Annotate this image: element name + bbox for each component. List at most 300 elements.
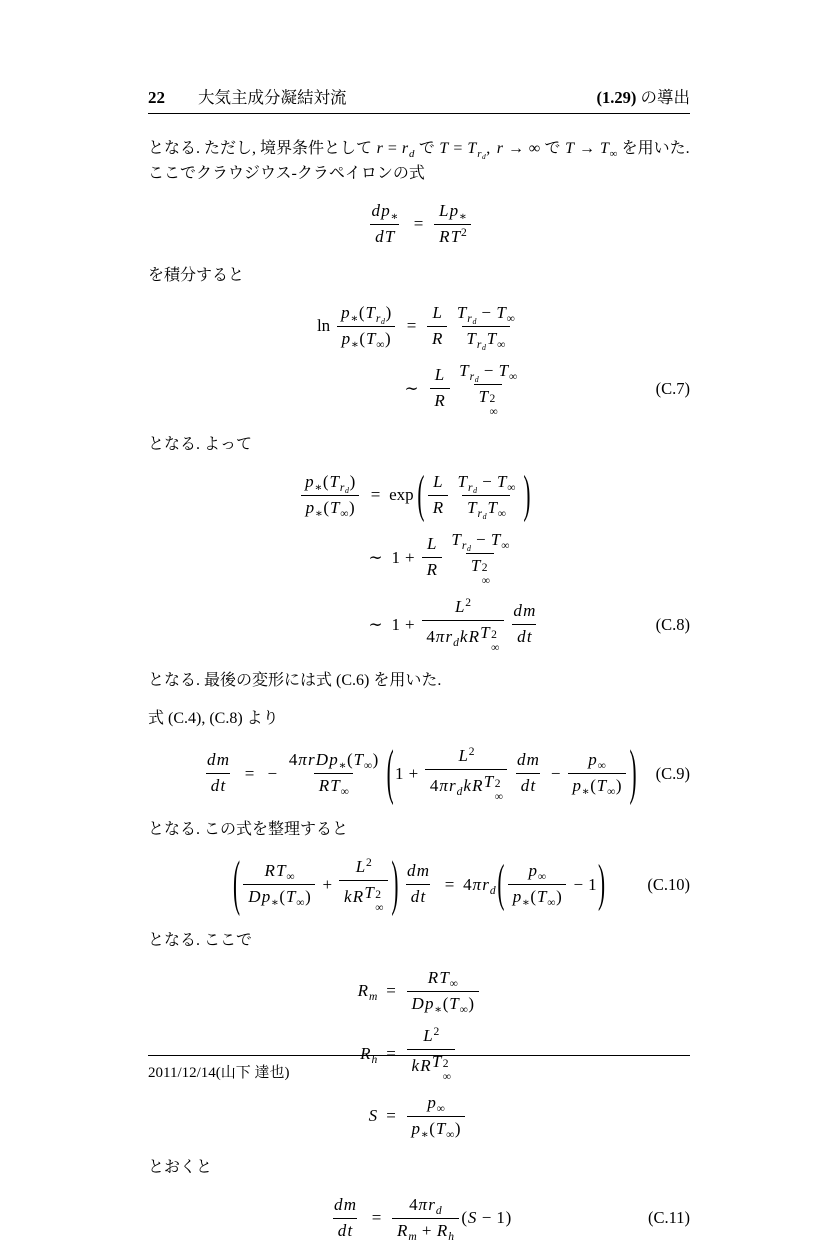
math-operator: = — [453, 140, 463, 157]
math-variable: p — [427, 1092, 436, 1112]
running-head-right-text: の導出 — [636, 88, 690, 107]
math-roman: 2 — [481, 560, 488, 574]
math-variable: T — [329, 497, 340, 517]
math-variable: L — [355, 856, 366, 876]
equation-line — [148, 464, 690, 524]
subsup-group — [470, 555, 490, 587]
math-operator: → — [578, 140, 595, 157]
math-variable: t — [530, 776, 536, 796]
math-roman: ) — [454, 1118, 461, 1138]
equation-lhs — [297, 470, 362, 521]
subsup-group — [478, 386, 498, 418]
math-roman: ( — [429, 1118, 435, 1138]
math-variable: T — [276, 861, 286, 881]
subscript-group — [482, 875, 496, 895]
subscript-group — [498, 360, 517, 383]
subscript — [507, 482, 516, 494]
subscript — [461, 540, 471, 552]
math-variable: d — [482, 343, 486, 353]
math-variable: T — [470, 555, 481, 575]
math-roman: 2 — [491, 627, 497, 641]
subscript-group — [459, 360, 479, 383]
math-roman: ln — [316, 316, 331, 336]
subscript-group — [599, 136, 617, 161]
math-variable: T — [459, 360, 469, 380]
math-variable: r — [339, 480, 345, 494]
numerator — [454, 359, 521, 384]
numerator — [447, 528, 514, 553]
math-variable: d — [210, 776, 220, 796]
math-variable: T — [565, 140, 574, 157]
fraction — [422, 595, 504, 655]
math-variable: L — [433, 471, 443, 491]
math-variable: T — [467, 140, 477, 157]
math-operator: − — [481, 302, 491, 322]
math-operator: = — [387, 140, 397, 157]
superscript — [465, 597, 471, 609]
denominator — [333, 1218, 357, 1244]
math-variable: T — [537, 887, 547, 907]
subscript — [375, 902, 384, 914]
math-operator: − — [267, 763, 278, 783]
fraction — [454, 359, 521, 419]
denominator — [466, 553, 495, 588]
math-variable: p — [449, 201, 459, 220]
equation-rhs — [404, 1091, 481, 1142]
math-roman: ∗ — [420, 1127, 429, 1141]
equation-rhs — [427, 359, 524, 419]
subsup-stack — [494, 778, 503, 803]
math-variable: S — [467, 1208, 477, 1228]
subscript-group — [457, 471, 477, 494]
subscript — [376, 339, 385, 351]
math-variable: T — [490, 529, 501, 549]
math-variable: R — [318, 776, 330, 796]
equation-lhs — [199, 748, 236, 799]
math-variable: r — [461, 538, 467, 552]
math-roman: ∞ — [286, 870, 295, 884]
subscript-group — [285, 886, 304, 909]
denominator — [422, 620, 504, 655]
math-roman: ∞ — [609, 147, 618, 160]
fraction — [339, 855, 388, 915]
math-roman: 1 — [391, 547, 400, 567]
superscript — [469, 746, 475, 758]
subscript-group — [357, 981, 378, 1004]
fraction — [402, 859, 434, 910]
equation-line — [148, 528, 690, 588]
math-roman: 4 — [426, 627, 435, 647]
denominator — [339, 880, 388, 915]
numerator — [512, 748, 544, 773]
math-operator: − — [573, 874, 584, 894]
equation-relation: ∼ — [368, 547, 383, 567]
math-variable: p — [305, 471, 314, 491]
math-variable: r — [376, 140, 383, 157]
equation-tag: (C.8) — [655, 614, 690, 634]
equation-lhs — [364, 199, 405, 250]
math-roman: ∗ — [350, 337, 359, 351]
denominator — [474, 384, 503, 419]
math-variable: d — [453, 636, 459, 650]
subscript-group — [376, 313, 386, 325]
fraction — [568, 748, 626, 799]
subscript — [509, 371, 518, 383]
math-roman: ∞ — [508, 369, 518, 383]
math-variable: T — [498, 360, 509, 380]
subscript — [436, 1103, 445, 1115]
math-roman: ∞ — [340, 506, 349, 520]
math-variable: T — [483, 771, 494, 791]
math-roman: ) — [505, 1208, 512, 1228]
subscript — [345, 487, 349, 495]
math-variable: R — [426, 560, 437, 580]
subscript — [547, 897, 556, 909]
math-roman: ∞ — [296, 896, 305, 910]
math-variable: d — [345, 486, 349, 496]
equation-relation: = — [371, 1208, 382, 1228]
math-roman: ∞ — [597, 759, 606, 773]
math-variable: L — [458, 745, 468, 765]
subscript — [482, 153, 486, 160]
subscript — [467, 545, 471, 553]
math-roman: ) — [468, 993, 475, 1013]
text-run: とおくと — [148, 1158, 213, 1176]
subscript — [501, 540, 510, 552]
paragraph-rearrange — [148, 817, 690, 842]
equation-relation: = — [386, 981, 396, 1001]
math-roman: ∞ — [497, 506, 506, 520]
subscript-group — [476, 339, 486, 351]
equation-line — [148, 737, 690, 807]
math-variable: T — [600, 140, 609, 157]
math-roman: ( — [279, 887, 286, 907]
math-variable: r — [467, 311, 472, 325]
text-run: を積分すると — [148, 266, 245, 284]
math-variable: T — [449, 993, 459, 1013]
math-variable: p — [261, 887, 271, 907]
numerator — [453, 470, 520, 495]
numerator — [428, 301, 447, 326]
math-variable: L — [439, 201, 449, 220]
equation-relation: ∼ — [404, 378, 419, 398]
subscript — [453, 637, 460, 649]
equation-rhs — [390, 1193, 512, 1244]
math-variable: p — [411, 1118, 421, 1138]
equation-relation: = — [370, 485, 381, 505]
math-variable: d — [482, 512, 487, 522]
numerator — [300, 470, 360, 495]
fraction — [284, 748, 383, 799]
subscript — [351, 339, 359, 351]
math-roman: ∞ — [449, 976, 458, 990]
math-variable: T — [457, 471, 467, 491]
numerator — [284, 748, 383, 773]
math-roman: ) — [385, 328, 391, 348]
superscript-group — [458, 745, 475, 768]
equation-rhs — [391, 595, 543, 655]
numerator — [202, 748, 234, 773]
math-variable: R — [427, 967, 439, 987]
subscript — [408, 1231, 417, 1243]
subscript-group — [466, 328, 486, 351]
subscript — [506, 313, 515, 325]
math-variable: π — [472, 874, 482, 894]
math-variable: D — [315, 750, 329, 770]
denominator — [301, 495, 359, 521]
paren-group — [417, 464, 531, 524]
subscript-group — [445, 626, 459, 649]
math-variable: d — [337, 1220, 347, 1240]
subscript — [473, 487, 477, 495]
math-roman: ) — [615, 776, 622, 796]
fraction — [407, 1091, 465, 1142]
subscript — [381, 318, 385, 326]
math-variable: d — [517, 627, 526, 647]
subscript-group — [428, 1194, 442, 1217]
math-variable: r — [477, 506, 483, 520]
denominator — [314, 773, 353, 799]
math-variable: T — [497, 471, 507, 491]
subscript-group — [341, 302, 359, 325]
subscript — [497, 339, 506, 351]
subscript — [421, 1129, 429, 1141]
equation-relation: = — [386, 1106, 396, 1126]
math-variable: L — [423, 1025, 433, 1045]
paragraph-here — [148, 928, 690, 953]
numerator — [329, 1193, 361, 1218]
math-variable: R — [420, 1056, 431, 1076]
math-variable: p — [572, 776, 581, 796]
math-operator: − — [483, 360, 494, 380]
subscript — [448, 1231, 455, 1243]
equation-lhs — [357, 1106, 378, 1126]
subscript-group — [448, 775, 462, 798]
math-operator: + — [421, 1220, 432, 1240]
equation-tag: (C.9) — [655, 763, 690, 783]
subscript-group — [305, 497, 323, 520]
math-variable: L — [434, 365, 445, 385]
right-paren-icon: ) — [629, 737, 637, 807]
subscript — [449, 978, 458, 990]
subscript-group — [436, 1220, 454, 1243]
superscript — [461, 227, 467, 239]
math-roman: 1 — [391, 614, 400, 634]
math-operator: + — [408, 763, 419, 783]
math-roman: ∗ — [314, 480, 323, 494]
math-variable: t — [420, 887, 426, 907]
equation-line — [148, 966, 690, 1017]
subscript-group — [572, 775, 590, 798]
numerator — [583, 748, 610, 773]
equation-lhs — [231, 848, 436, 918]
math-roman: ( — [358, 302, 365, 322]
math-variable: T — [431, 1051, 442, 1071]
math-variable: m — [343, 1194, 356, 1214]
math-variable: T — [596, 776, 607, 796]
math-roman: ( — [530, 887, 537, 907]
subscript — [350, 313, 358, 325]
math-variable: r — [482, 874, 489, 894]
math-roman: ( — [323, 497, 330, 517]
math-variable: t — [347, 1220, 353, 1240]
math-variable: p — [424, 993, 434, 1013]
math-variable: T — [384, 226, 395, 246]
subscript-group — [427, 1092, 445, 1115]
math-variable: R — [357, 981, 368, 1001]
text-run: で — [540, 140, 565, 157]
math-variable: d — [407, 861, 416, 881]
eq-c11 — [148, 1193, 690, 1244]
equation-lhs — [326, 1193, 363, 1244]
math-variable: p — [381, 201, 390, 220]
denominator — [512, 624, 536, 650]
equation-line — [148, 1193, 690, 1244]
equation-ref: (1.29) — [596, 88, 637, 107]
subscript — [338, 760, 346, 772]
subsup-stack — [489, 393, 498, 418]
math-variable: L — [427, 534, 437, 554]
math-roman: ( — [461, 1208, 467, 1228]
fraction — [447, 528, 514, 588]
math-variable: T — [364, 882, 374, 902]
page-number: 22 — [148, 88, 165, 107]
equation-line — [148, 595, 690, 655]
math-roman: ∞ — [547, 896, 556, 910]
eq-c8 — [148, 464, 690, 655]
math-variable: d — [520, 776, 530, 796]
eq-c9 — [148, 737, 690, 807]
math-roman: ∗ — [390, 209, 399, 223]
paren-content — [241, 855, 390, 915]
subscript-group — [275, 860, 294, 883]
equation-tag: (C.7) — [655, 378, 690, 398]
subscript — [477, 149, 486, 160]
math-variable: m — [216, 750, 229, 770]
math-variable: t — [526, 627, 532, 647]
math-roman: ) — [556, 887, 562, 907]
math-roman: ∞ — [442, 1070, 452, 1084]
equation-relation: = — [413, 214, 424, 234]
footer-date-author: 2011/12/14(山下 達也) — [148, 1065, 290, 1081]
math-variable: d — [472, 317, 477, 327]
math-variable: r — [467, 480, 473, 494]
denominator — [392, 1218, 458, 1244]
math-variable: R — [352, 887, 364, 907]
math-roman: 1 — [395, 763, 404, 783]
numerator — [351, 855, 376, 880]
subscript-group — [466, 497, 486, 520]
subscript-group — [528, 860, 546, 883]
math-roman: ) — [349, 471, 356, 491]
subscript-group — [381, 200, 399, 223]
subscript — [340, 786, 349, 798]
subscript — [491, 642, 500, 654]
right-paren-icon: ) — [597, 854, 606, 913]
subscript-group — [512, 886, 530, 909]
math-roman: 1 — [588, 874, 597, 894]
subscript — [364, 760, 373, 772]
subscript — [314, 482, 322, 494]
equation-relation: = — [386, 1043, 396, 1063]
subscript-group — [456, 302, 476, 325]
subscript-group — [449, 200, 467, 223]
math-roman: , — [486, 140, 491, 157]
subscript — [459, 1004, 468, 1016]
math-variable: T — [365, 328, 376, 348]
denominator — [407, 1116, 465, 1142]
math-variable: r — [449, 776, 456, 796]
subscript-group — [467, 136, 486, 161]
superscript — [366, 857, 372, 869]
superscript-group — [454, 596, 471, 619]
subscript — [522, 897, 530, 909]
math-variable: r — [476, 337, 482, 351]
subsup-group — [483, 771, 503, 803]
subscript-group — [588, 749, 606, 772]
math-variable: k — [411, 1056, 420, 1076]
subscript — [296, 897, 305, 909]
math-variable: p — [329, 750, 338, 770]
math-roman: ∗ — [314, 506, 323, 520]
math-roman: 2 — [468, 745, 475, 759]
math-roman: ( — [322, 471, 329, 491]
math-variable: T — [330, 776, 340, 796]
math-variable: π — [418, 1194, 428, 1214]
math-variable: π — [435, 627, 445, 647]
subscript-group — [365, 328, 384, 351]
math-roman: 4 — [463, 874, 472, 894]
fraction — [392, 1193, 458, 1244]
math-roman: 2 — [460, 226, 467, 240]
subscript — [271, 897, 279, 909]
math-roman: ∞ — [375, 901, 384, 915]
math-variable: d — [467, 544, 471, 554]
text-run: となる. この式を整理すると — [148, 820, 349, 838]
math-roman: ∗ — [350, 311, 359, 325]
denominator — [206, 773, 230, 799]
math-variable: r — [401, 140, 409, 157]
superscript-group — [355, 856, 372, 879]
math-variable: T — [435, 1118, 446, 1138]
math-variable: π — [298, 750, 307, 770]
math-variable: m — [526, 750, 539, 770]
text-run: となる. ただし, 境界条件として — [148, 140, 377, 157]
equation-rhs — [391, 528, 543, 588]
subscript — [582, 786, 590, 798]
left-paren-icon: ( — [417, 464, 425, 524]
math-variable: t — [220, 776, 226, 796]
math-variable: T — [286, 887, 296, 907]
text-run: で — [414, 140, 439, 157]
denominator — [568, 773, 626, 799]
math-operator: + — [405, 547, 415, 567]
math-roman: 4 — [409, 1194, 418, 1214]
math-operator: − — [475, 529, 486, 549]
subscript — [434, 1004, 442, 1016]
math-roman: ∞ — [340, 785, 349, 799]
subscript — [482, 513, 486, 521]
numerator — [405, 1193, 447, 1218]
paren-content — [505, 859, 596, 910]
subscript-group — [469, 371, 479, 383]
superscript-group — [450, 226, 467, 249]
denominator — [407, 991, 479, 1017]
subscript — [498, 508, 507, 520]
math-roman: ∞ — [507, 480, 516, 494]
math-roman: ∞ — [501, 538, 510, 552]
text-run: ここでクラウジウス-クラペイロンの式 — [148, 165, 425, 182]
